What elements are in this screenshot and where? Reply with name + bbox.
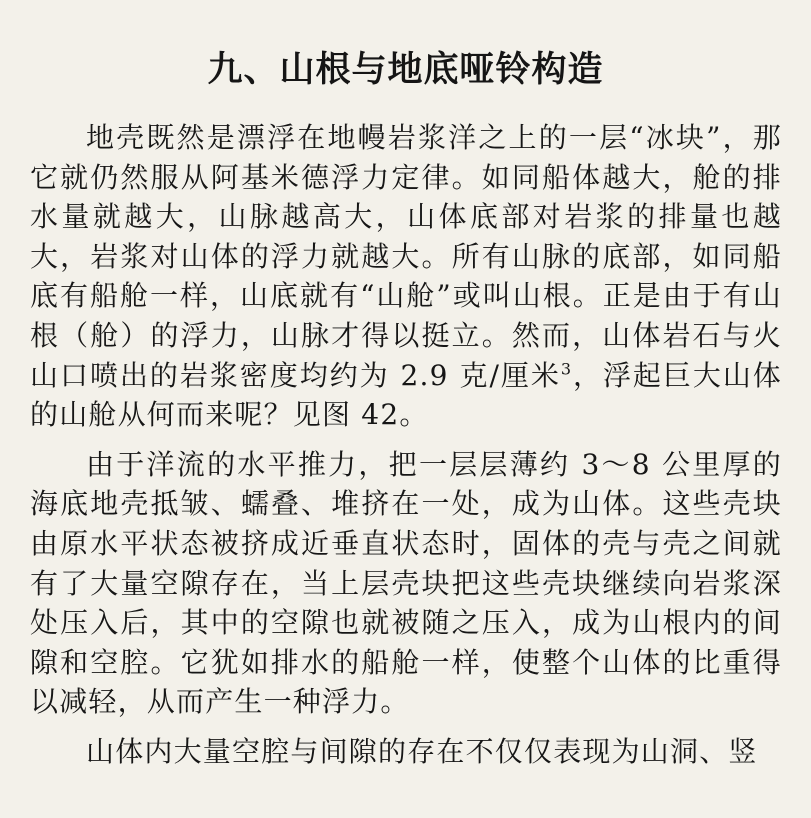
superscript-exponent: 3 [560, 359, 573, 379]
body-text [30, 118, 782, 782]
section-heading: 九、山根与地底哑铃构造 [207, 50, 604, 91]
paragraph-2 [30, 445, 782, 722]
paragraph-3 [30, 732, 782, 772]
paragraph-2-text: 由于洋流的水平推力，把一层层薄约 3～8 公里厚的海底地壳抵皱、蠕叠、堆挤在一处，成为山体。这些壳块由原水平状态被挤成近垂直状态时，固体的壳与壳之间就有了大量空隙存在，当上层壳块把这些壳块继续向岩浆深处压入后，其中的空隙也就被随之压入，成为山根内的间隙和空腔。它犹如排水的船舱一样，使整个山体的比重得以减轻，从而产生一种浮力。 [30, 447, 782, 719]
paragraph-3-text: 山体内大量空腔与间隙的存在不仅仅表现为山洞、竖 [86, 734, 758, 768]
paragraph-1-tail: ，浮起巨大山体的山舱从何而来呢？见图 42。 [30, 358, 783, 432]
show-through-text [0, 0, 811, 14]
paragraph-1 [30, 118, 782, 435]
paragraph-1-text: 地壳既然是漂浮在地幔岩浆洋之上的一层“冰块”，那它就仍然服从阿基米德浮力定律。如同船体越大，舱的排水量就越大，山脉越高大，山体底部对岩浆的排量也越大，岩浆对山体的浮力就越大。所有山脉的底部，如同船底有船舱一样，山底就有“山舱”或叫山根。正是由于有山根（舱）的浮力，山脉才得以挺立。然而，山体岩石与火山口喷出的岩浆密度均约为 2.9 克/厘米 [30, 121, 782, 392]
